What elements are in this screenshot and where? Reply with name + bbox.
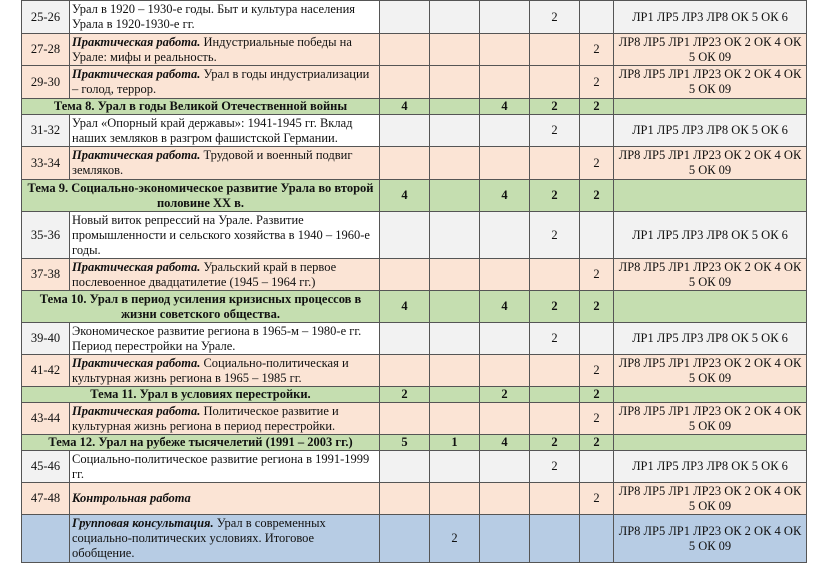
table-row xyxy=(22,323,807,355)
hours-cell xyxy=(380,147,430,180)
lesson-number: 33-34 xyxy=(22,147,70,180)
hours-cell xyxy=(580,451,614,483)
lesson-number: 29-30 xyxy=(22,66,70,99)
hours-cell xyxy=(380,451,430,483)
hours-cell: 2 xyxy=(580,403,614,435)
hours-cell: 2 xyxy=(580,259,614,291)
hours-cell: 2 xyxy=(430,515,480,563)
hours-cell: 2 xyxy=(530,323,580,355)
hours-cell xyxy=(430,451,480,483)
hours-cell: 4 xyxy=(480,435,530,451)
lesson-topic xyxy=(70,483,380,515)
hours-cell xyxy=(580,115,614,147)
lesson-topic xyxy=(70,515,380,563)
hours-cell xyxy=(380,355,430,387)
hours-cell xyxy=(430,387,480,403)
hours-cell: 2 xyxy=(530,1,580,34)
hours-cell xyxy=(480,515,530,563)
table-row xyxy=(22,115,807,147)
hours-cell xyxy=(580,1,614,34)
table-row xyxy=(22,66,807,99)
hours-cell xyxy=(430,403,480,435)
section-title: Тема 11. Урал в условиях перестройки. xyxy=(22,387,380,403)
topic-text: Новый виток репрессий на Урале. Развитие промышленности и сельского хозяйства в 1940 – 1960-е годы. xyxy=(72,212,370,257)
hours-cell: 4 xyxy=(480,291,530,323)
hours-cell: 4 xyxy=(480,180,530,212)
hours-cell xyxy=(530,403,580,435)
lesson-number xyxy=(22,515,70,563)
hours-cell xyxy=(380,66,430,99)
topic-text: Экономическое развитие региона в 1965-м – 1980-е гг. Период перестройки на Урале. xyxy=(72,323,362,353)
section-row xyxy=(22,99,807,115)
lesson-number: 41-42 xyxy=(22,355,70,387)
hours-cell xyxy=(430,66,480,99)
competencies-cell: ЛР8 ЛР5 ЛР1 ЛР23 ОК 2 ОК 4 ОК 5 ОК 09 xyxy=(614,515,807,563)
hours-cell xyxy=(480,1,530,34)
lesson-topic xyxy=(70,1,380,34)
table-row xyxy=(22,403,807,435)
hours-cell xyxy=(530,147,580,180)
hours-cell xyxy=(380,115,430,147)
hours-cell: 2 xyxy=(530,115,580,147)
hours-cell: 4 xyxy=(480,99,530,115)
hours-cell: 2 xyxy=(580,355,614,387)
competencies-cell xyxy=(614,291,807,323)
lesson-topic xyxy=(70,34,380,66)
hours-cell xyxy=(530,34,580,66)
competencies-cell: ЛР1 ЛР5 ЛР3 ЛР8 ОК 5 ОК 6 xyxy=(614,115,807,147)
lesson-number: 35-36 xyxy=(22,212,70,259)
hours-cell xyxy=(430,259,480,291)
competencies-cell xyxy=(614,387,807,403)
competencies-cell xyxy=(614,99,807,115)
hours-cell xyxy=(430,147,480,180)
lesson-number: 27-28 xyxy=(22,34,70,66)
hours-cell: 2 xyxy=(530,291,580,323)
lesson-topic xyxy=(70,115,380,147)
competencies-cell: ЛР8 ЛР5 ЛР1 ЛР23 ОК 2 ОК 4 ОК 5 ОК 09 xyxy=(614,483,807,515)
hours-cell xyxy=(530,355,580,387)
competencies-cell: ЛР1 ЛР5 ЛР3 ЛР8 ОК 5 ОК 6 xyxy=(614,1,807,34)
table-row xyxy=(22,1,807,34)
hours-cell: 1 xyxy=(430,435,480,451)
hours-cell xyxy=(580,515,614,563)
hours-cell xyxy=(480,147,530,180)
hours-cell xyxy=(480,66,530,99)
work-type-label: Практическая работа. xyxy=(72,259,201,274)
hours-cell: 5 xyxy=(380,435,430,451)
work-type-label: Практическая работа. xyxy=(72,403,201,418)
hours-cell: 2 xyxy=(580,34,614,66)
hours-cell xyxy=(480,212,530,259)
lesson-topic xyxy=(70,355,380,387)
hours-cell xyxy=(430,180,480,212)
hours-cell xyxy=(580,323,614,355)
hours-cell: 2 xyxy=(580,99,614,115)
section-row xyxy=(22,291,807,323)
section-title: Тема 12. Урал на рубеже тысячелетий (1991 – 2003 гг.) xyxy=(22,435,380,451)
hours-cell: 4 xyxy=(380,99,430,115)
work-type-label: Групповая консультация. xyxy=(72,516,214,530)
curriculum-table xyxy=(21,0,807,563)
lesson-topic xyxy=(70,323,380,355)
hours-cell xyxy=(380,403,430,435)
competencies-cell: ЛР1 ЛР5 ЛР3 ЛР8 ОК 5 ОК 6 xyxy=(614,451,807,483)
hours-cell: 2 xyxy=(530,451,580,483)
hours-cell xyxy=(530,66,580,99)
table-row xyxy=(22,34,807,66)
topic-text: Уральский край в первое послевоенное двадцатилетие (1945 – 1964 гг.) xyxy=(72,259,337,289)
hours-cell xyxy=(530,483,580,515)
lesson-topic xyxy=(70,212,380,259)
lesson-number: 37-38 xyxy=(22,259,70,291)
hours-cell xyxy=(380,515,430,563)
hours-cell xyxy=(430,115,480,147)
lesson-topic xyxy=(70,66,380,99)
competencies-cell: ЛР8 ЛР5 ЛР1 ЛР23 ОК 2 ОК 4 ОК 5 ОК 09 xyxy=(614,403,807,435)
table-row xyxy=(22,212,807,259)
table-row xyxy=(22,355,807,387)
table-row xyxy=(22,259,807,291)
hours-cell xyxy=(380,323,430,355)
lesson-number: 39-40 xyxy=(22,323,70,355)
hours-cell xyxy=(430,323,480,355)
hours-cell xyxy=(580,212,614,259)
lesson-topic xyxy=(70,451,380,483)
hours-cell xyxy=(480,115,530,147)
lesson-number: 25-26 xyxy=(22,1,70,34)
hours-cell: 2 xyxy=(380,387,430,403)
competencies-cell: ЛР8 ЛР5 ЛР1 ЛР23 ОК 2 ОК 4 ОК 5 ОК 09 xyxy=(614,355,807,387)
work-type-label: Практическая работа. xyxy=(72,355,201,370)
hours-cell xyxy=(480,483,530,515)
hours-cell: 2 xyxy=(530,180,580,212)
hours-cell xyxy=(380,259,430,291)
hours-cell: 2 xyxy=(580,147,614,180)
hours-cell xyxy=(530,259,580,291)
competencies-cell: ЛР8 ЛР5 ЛР1 ЛР23 ОК 2 ОК 4 ОК 5 ОК 09 xyxy=(614,66,807,99)
hours-cell xyxy=(530,387,580,403)
hours-cell xyxy=(430,212,480,259)
lesson-number: 45-46 xyxy=(22,451,70,483)
hours-cell xyxy=(430,1,480,34)
hours-cell xyxy=(480,259,530,291)
section-title: Тема 10. Урал в период усиления кризисных процессов в жизни советского общества. xyxy=(22,291,380,323)
work-type-label: Практическая работа. xyxy=(72,34,201,49)
table-row xyxy=(22,483,807,515)
hours-cell: 2 xyxy=(480,387,530,403)
work-type-label: Контрольная работа xyxy=(72,491,191,505)
topic-text: Урал «Опорный край державы»: 1941-1945 гг. Вклад наших земляков в разгром фашистской Германии. xyxy=(72,115,353,145)
section-row xyxy=(22,435,807,451)
section-title: Тема 8. Урал в годы Великой Отечественной войны xyxy=(22,99,380,115)
lesson-topic xyxy=(70,147,380,180)
lesson-topic xyxy=(70,403,380,435)
hours-cell xyxy=(480,323,530,355)
hours-cell: 4 xyxy=(380,180,430,212)
section-row xyxy=(22,387,807,403)
competencies-cell xyxy=(614,435,807,451)
hours-cell xyxy=(430,34,480,66)
hours-cell xyxy=(380,1,430,34)
topic-text: Политическое развитие и культурная жизнь региона в период перестройки. xyxy=(72,403,339,433)
hours-cell: 2 xyxy=(580,435,614,451)
table-body xyxy=(22,1,807,563)
competencies-cell xyxy=(614,180,807,212)
work-type-label: Практическая работа. xyxy=(72,148,201,162)
table-row xyxy=(22,147,807,180)
lesson-number: 31-32 xyxy=(22,115,70,147)
hours-cell: 2 xyxy=(580,180,614,212)
topic-text: Урал в современных социально-политических условиях. Итоговое обобщение. xyxy=(72,516,326,560)
hours-cell: 4 xyxy=(380,291,430,323)
hours-cell xyxy=(430,483,480,515)
section-title: Тема 9. Социально-экономическое развитие Урала во второй половине XX в. xyxy=(22,180,380,212)
topic-text: Урал в годы индустриализации – голод, террор. xyxy=(72,67,370,96)
competencies-cell: ЛР8 ЛР5 ЛР1 ЛР23 ОК 2 ОК 4 ОК 5 ОК 09 xyxy=(614,34,807,66)
hours-cell: 2 xyxy=(530,212,580,259)
hours-cell: 2 xyxy=(580,66,614,99)
hours-cell: 2 xyxy=(580,291,614,323)
lesson-topic xyxy=(70,259,380,291)
topic-text: Урал в 1920 – 1930-е годы. Быт и культура населения Урала в 1920-1930-е гг. xyxy=(72,2,356,31)
competencies-cell: ЛР8 ЛР5 ЛР1 ЛР23 ОК 2 ОК 4 ОК 5 ОК 09 xyxy=(614,259,807,291)
hours-cell xyxy=(430,99,480,115)
hours-cell: 2 xyxy=(580,483,614,515)
hours-cell xyxy=(530,515,580,563)
hours-cell: 2 xyxy=(580,387,614,403)
topic-text: Социально-политическая и культурная жизнь региона в 1965 – 1985 гг. xyxy=(72,355,349,385)
competencies-cell: ЛР1 ЛР5 ЛР3 ЛР8 ОК 5 ОК 6 xyxy=(614,212,807,259)
hours-cell: 2 xyxy=(530,435,580,451)
hours-cell xyxy=(480,451,530,483)
lesson-number: 43-44 xyxy=(22,403,70,435)
table-row xyxy=(22,451,807,483)
topic-text: Социально-политическое развитие региона в 1991-1999 гг. xyxy=(72,451,370,481)
competencies-cell: ЛР8 ЛР5 ЛР1 ЛР23 ОК 2 ОК 4 ОК 5 ОК 09 xyxy=(614,147,807,180)
topic-text: Трудовой и военный подвиг земляков. xyxy=(72,148,353,177)
competencies-cell: ЛР1 ЛР5 ЛР3 ЛР8 ОК 5 ОК 6 xyxy=(614,323,807,355)
lesson-number: 47-48 xyxy=(22,483,70,515)
section-row xyxy=(22,180,807,212)
hours-cell xyxy=(480,34,530,66)
work-type-label: Практическая работа. xyxy=(72,67,201,81)
hours-cell xyxy=(380,483,430,515)
topic-text: Индустриальные победы на Урале: мифы и реальность. xyxy=(72,34,352,64)
hours-cell xyxy=(380,212,430,259)
table-row xyxy=(22,515,807,563)
hours-cell xyxy=(430,291,480,323)
hours-cell xyxy=(480,403,530,435)
hours-cell xyxy=(480,355,530,387)
hours-cell xyxy=(430,355,480,387)
hours-cell: 2 xyxy=(530,99,580,115)
hours-cell xyxy=(380,34,430,66)
